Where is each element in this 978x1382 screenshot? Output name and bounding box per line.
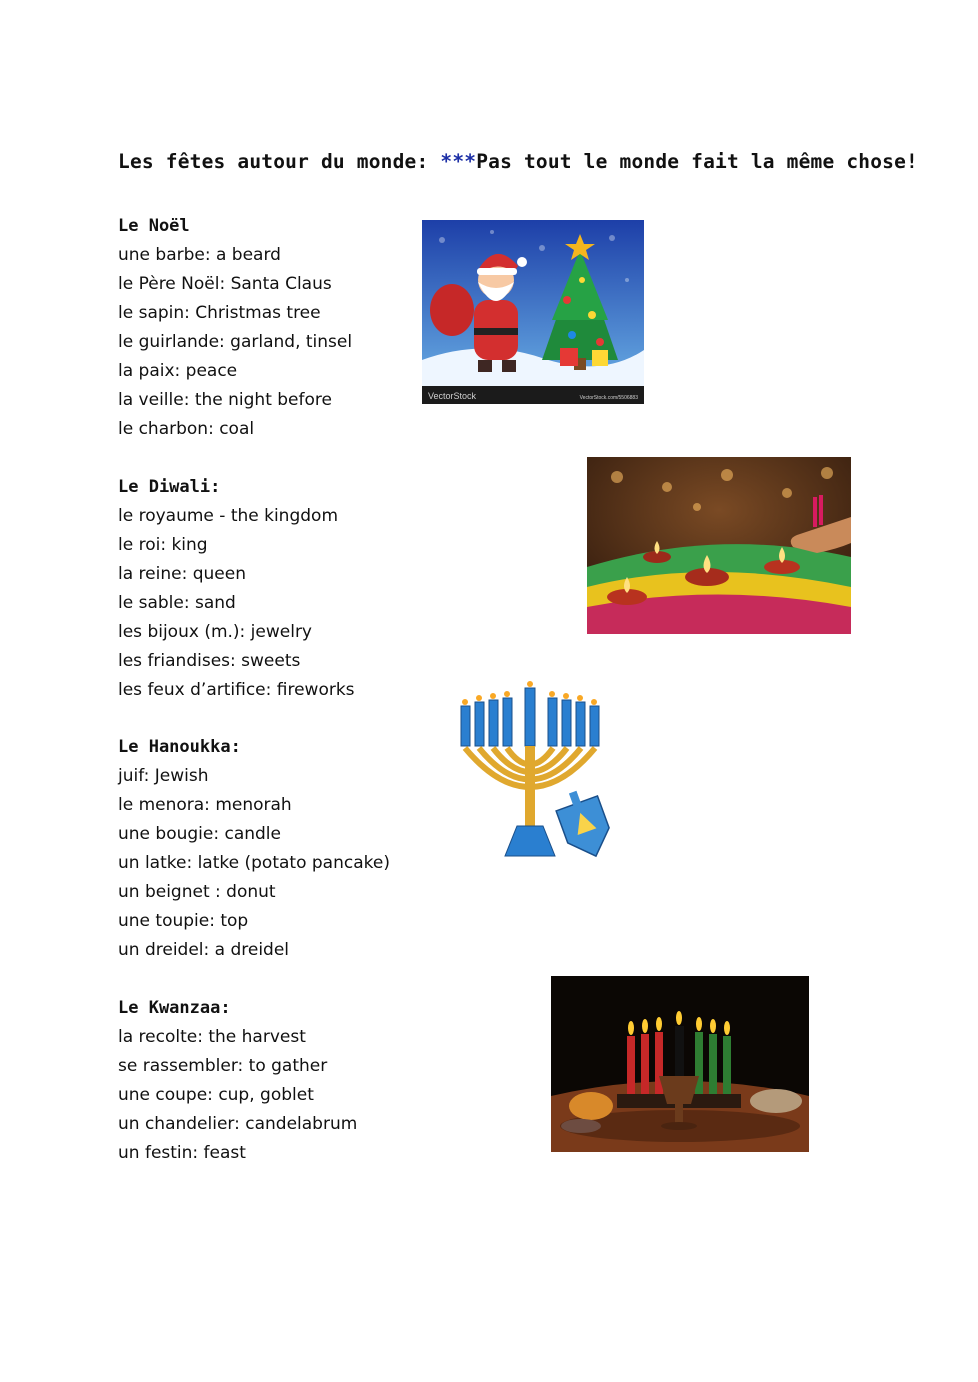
vocab-line: les friandises: sweets: [118, 651, 301, 671]
title-stars: ***: [440, 150, 477, 173]
section-heading: Le Noël: [118, 216, 190, 236]
section-hanoukka: [118, 733, 390, 965]
vocab-line: le royaume - the kingdom: [118, 506, 339, 526]
diwali-image: [587, 457, 851, 634]
vocab-line: la reine: queen: [118, 564, 246, 584]
vocab-line: une toupie: top: [118, 911, 249, 931]
section-heading: Le Diwali:: [118, 477, 221, 497]
vocab-line: une barbe: a beard: [118, 245, 281, 265]
watermark-right: VectorStock.com/5506883: [579, 395, 638, 401]
page-title: [118, 150, 918, 173]
title-suffix: Pas tout le monde fait la même chose!: [476, 150, 918, 173]
vocab-line: les feux d’artifice: fireworks: [118, 680, 355, 700]
vocab-line: le Père Noël: Santa Claus: [118, 274, 332, 294]
vocab-line: un latke: latke (potato pancake): [118, 853, 390, 873]
christmas-image: [422, 220, 644, 404]
vocab-line: la recolte: the harvest: [118, 1027, 306, 1047]
kwanzaa-image: [551, 976, 809, 1152]
vocab-line: un chandelier: candelabrum: [118, 1114, 358, 1134]
vocab-line: la veille: the night before: [118, 390, 332, 410]
vocab-line: un festin: feast: [118, 1143, 246, 1163]
section-diwali: [118, 473, 355, 705]
vocab-line: un dreidel: a dreidel: [118, 940, 290, 960]
section-noel: [118, 212, 352, 444]
hanukkah-image: [455, 676, 635, 876]
vocab-line: une coupe: cup, goblet: [118, 1085, 314, 1105]
vocab-line: le sapin: Christmas tree: [118, 303, 321, 323]
vocab-line: un beignet : donut: [118, 882, 276, 902]
vocab-line: le sable: sand: [118, 593, 236, 613]
section-kwanzaa: [118, 994, 357, 1168]
vocab-line: le charbon: coal: [118, 419, 255, 439]
vocab-line: le guirlande: garland, tinsel: [118, 332, 353, 352]
vocab-line: se rassembler: to gather: [118, 1056, 328, 1076]
watermark-left: VectorStock: [428, 391, 477, 401]
vocab-line: les bijoux (m.): jewelry: [118, 622, 312, 642]
vocab-line: juif: Jewish: [118, 766, 209, 786]
title-prefix: Les fêtes autour du monde:: [118, 150, 441, 173]
vocab-line: une bougie: candle: [118, 824, 281, 844]
section-heading: Le Kwanzaa:: [118, 998, 231, 1018]
vocab-line: le menora: menorah: [118, 795, 292, 815]
vocab-line: le roi: king: [118, 535, 208, 555]
section-heading: Le Hanoukka:: [118, 737, 241, 757]
vocab-line: la paix: peace: [118, 361, 238, 381]
